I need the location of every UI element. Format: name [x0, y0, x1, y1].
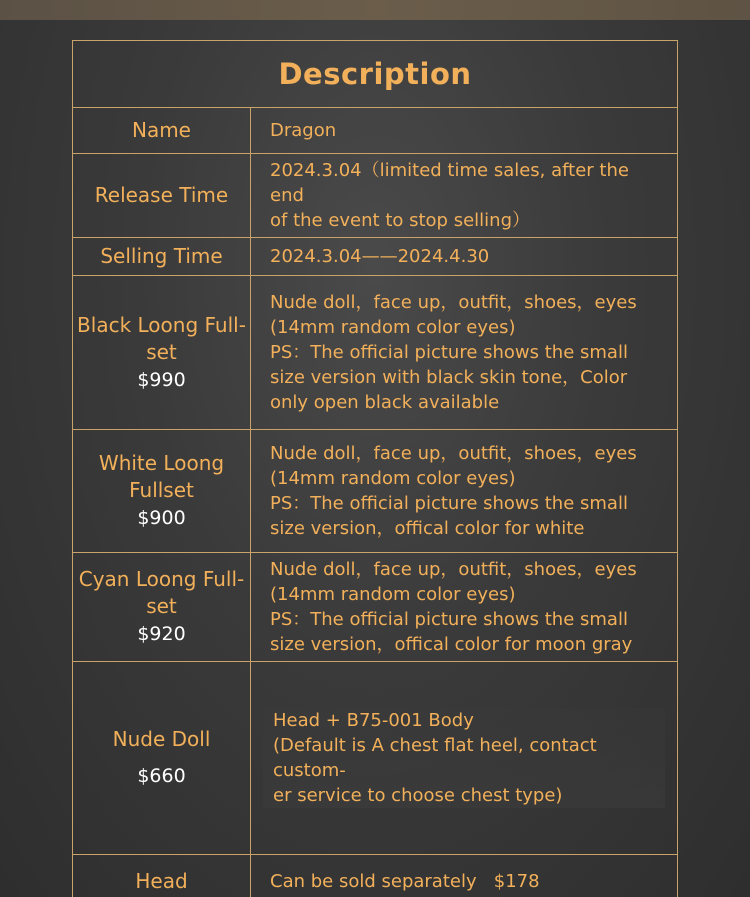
black-loong-name: Black Loong Full-	[77, 312, 246, 337]
head-value: Can be sold separately $178	[251, 855, 678, 897]
description-line: Nude doll，face up，outfit，shoes，eyes	[270, 559, 637, 580]
black-loong-label	[73, 276, 251, 430]
description-line: Nude doll，face up，outfit，shoes，eyes	[270, 443, 637, 464]
cyan-loong-name: Cyan Loong Full-	[78, 567, 245, 591]
release-time-line: 2024.3.04（limited time sales, after the end	[270, 160, 629, 206]
description-line: (14mm random color eyes)	[270, 317, 516, 338]
description-line: Nude doll，face up，outfit，shoes，eyes	[270, 292, 637, 313]
description-line: size version，offical color for white	[270, 518, 585, 539]
description-line: only open black available	[270, 392, 500, 413]
black-loong-name: set	[146, 339, 177, 364]
black-loong-description	[251, 276, 678, 430]
white-loong-description	[251, 430, 678, 553]
release-time-row	[73, 154, 678, 238]
description-line: (14mm random color eyes)	[270, 468, 516, 489]
description-line: Head + B75-001 Body	[273, 710, 474, 731]
cyan-loong-price: $920	[137, 623, 186, 645]
cyan-loong-label	[73, 553, 251, 662]
nude-doll-description	[251, 662, 678, 855]
cyan-loong-name: set	[146, 594, 177, 618]
nude-doll-text-box	[263, 708, 665, 808]
white-loong-name: Fullset	[129, 478, 194, 502]
cyan-loong-row	[73, 553, 678, 662]
description-line: PS：The official picture shows the small	[270, 342, 628, 363]
white-loong-label	[73, 430, 251, 553]
description-line: size version with black skin tone，Color	[270, 367, 628, 388]
nude-doll-row	[73, 662, 678, 855]
head-row	[73, 855, 678, 897]
name-label: Name	[73, 108, 251, 154]
title-row	[73, 41, 678, 108]
top-banner-strip	[0, 0, 750, 20]
black-loong-row	[73, 276, 678, 430]
release-time-line: of the event to stop selling）	[270, 210, 530, 231]
black-loong-price: $990	[137, 368, 186, 391]
nude-doll-label	[73, 662, 251, 855]
description-line: size version，offical color for moon gray	[270, 634, 633, 655]
name-value: Dragon	[251, 108, 678, 154]
release-time-value	[251, 154, 678, 238]
release-time-label: Release Time	[73, 154, 251, 238]
selling-time-row	[73, 238, 678, 276]
nude-doll-price: $660	[137, 765, 186, 787]
nude-doll-name: Nude Doll	[112, 727, 211, 751]
white-loong-name: White Loong	[98, 451, 225, 475]
cyan-loong-description	[251, 553, 678, 662]
name-row	[73, 108, 678, 154]
description-line: er service to choose chest type)	[273, 785, 563, 806]
description-line: (14mm random color eyes)	[270, 584, 516, 605]
selling-time-value: 2024.3.04——2024.4.30	[251, 238, 678, 276]
white-loong-row	[73, 430, 678, 553]
description-line: (Default is A chest flat heel, contact custom-	[273, 735, 597, 781]
white-loong-price: $900	[137, 507, 186, 529]
table-title: Description	[73, 41, 678, 108]
selling-time-label: Selling Time	[73, 238, 251, 276]
head-label: Head	[73, 855, 251, 897]
description-line: PS：The official picture shows the small	[270, 493, 628, 514]
description-line: PS：The official picture shows the small	[270, 609, 628, 630]
description-table	[72, 40, 678, 897]
